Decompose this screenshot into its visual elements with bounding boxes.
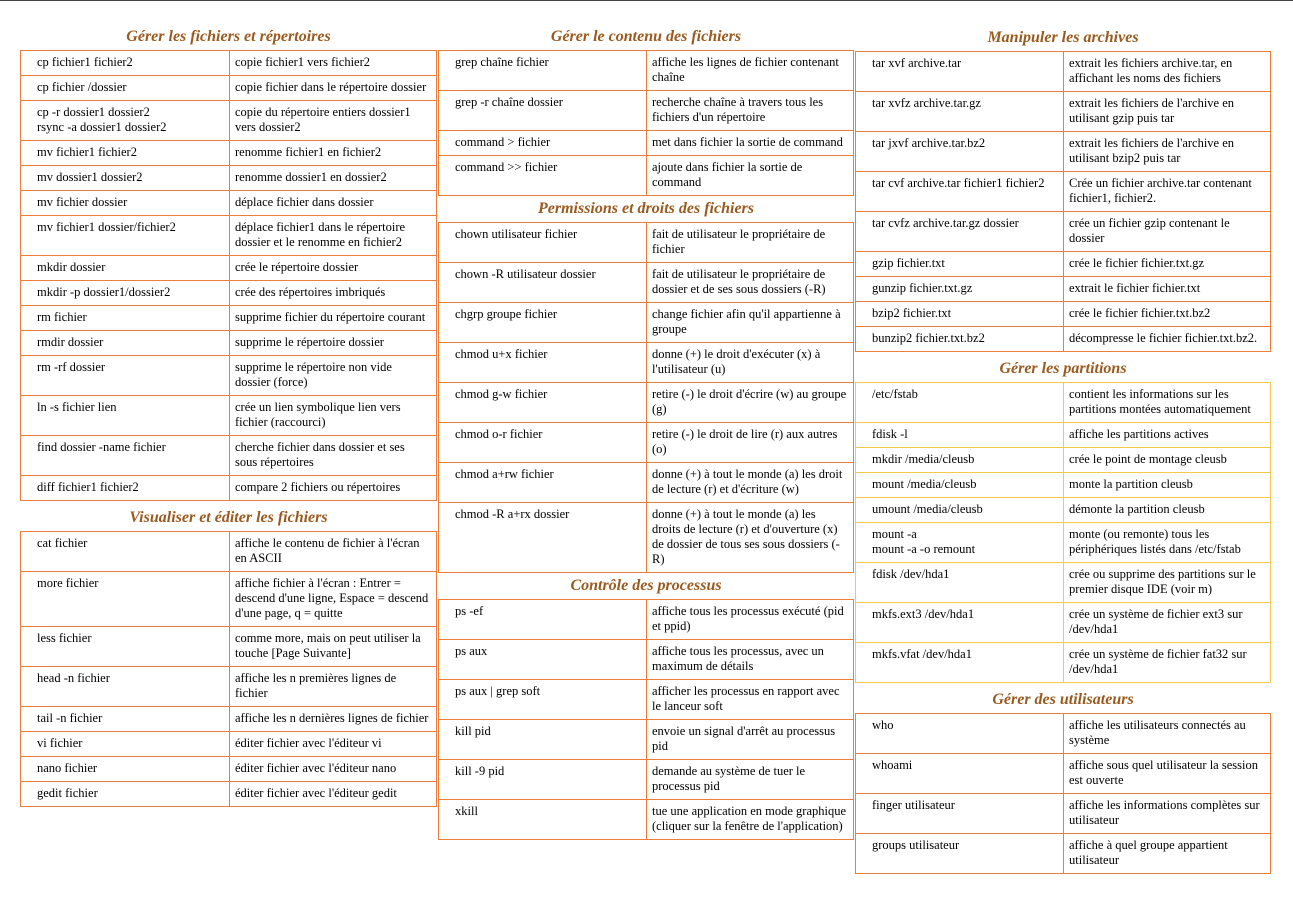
- table-row: [21, 667, 437, 707]
- command-cell: [21, 51, 230, 76]
- description-cell: éditer fichier avec l'éditeur nano: [230, 757, 437, 782]
- command-cell: [21, 707, 230, 732]
- description-cell: renomme dossier1 en dossier2: [230, 166, 437, 191]
- description-cell: change fichier afin qu'il appartienne à groupe: [647, 303, 854, 343]
- section-title-content: Gérer le contenu des fichiers: [550, 28, 742, 45]
- table-row: [856, 473, 1271, 498]
- command-cell: [856, 277, 1064, 302]
- command-cell: [439, 223, 647, 263]
- command-cell: [856, 523, 1064, 563]
- column-right: [855, 24, 1271, 874]
- table-row: [21, 356, 437, 396]
- command-cell: [439, 600, 647, 640]
- table-row: [439, 223, 854, 263]
- description-cell: crée le fichier fichier.txt.gz: [1064, 252, 1271, 277]
- description-cell: fait de utilisateur le propriétaire de dossier et de ses sous dossiers (-R): [647, 263, 854, 303]
- command-text: mv fichier1 fichier2: [37, 145, 137, 159]
- table-row: [439, 51, 854, 91]
- description-cell: retire (-) le droit d'écrire (w) au groupe (g): [647, 383, 854, 423]
- command-cell: [856, 563, 1064, 603]
- column-middle: [438, 24, 854, 840]
- table-row: [21, 572, 437, 627]
- command-cell: [439, 503, 647, 573]
- command-cell: [21, 281, 230, 306]
- command-text: mount -a: [872, 527, 917, 541]
- description-cell: déplace fichier dans dossier: [230, 191, 437, 216]
- command-cell: [21, 532, 230, 572]
- table-row: [439, 303, 854, 343]
- command-text: /etc/fstab: [872, 387, 918, 401]
- table-view: [20, 531, 437, 807]
- table-row: [856, 603, 1271, 643]
- command-cell: [856, 327, 1064, 352]
- command-cell: [21, 757, 230, 782]
- command-text: tail -n fichier: [37, 711, 103, 725]
- description-cell: affiche les n dernières lignes de fichier: [230, 707, 437, 732]
- command-text: grep chaîne fichier: [455, 55, 549, 69]
- command-cell: [439, 720, 647, 760]
- command-text: cp fichier /dossier: [37, 80, 127, 94]
- table-row: [856, 277, 1271, 302]
- description-cell: supprime le répertoire dossier: [230, 331, 437, 356]
- description-cell: éditer fichier avec l'éditeur vi: [230, 732, 437, 757]
- command-cell: [21, 191, 230, 216]
- command-text: chmod -R a+rx dossier: [455, 507, 570, 521]
- command-text: more fichier: [37, 576, 99, 590]
- table-row: [856, 172, 1271, 212]
- table-row: [21, 306, 437, 331]
- command-text: cp fichier1 fichier2: [37, 55, 133, 69]
- description-cell: affiche les informations complètes sur utilisateur: [1064, 794, 1271, 834]
- command-text: ps aux: [455, 644, 488, 658]
- command-cell: [21, 782, 230, 807]
- description-cell: extrait le fichier fichier.txt: [1064, 277, 1271, 302]
- table-row: [439, 680, 854, 720]
- table-row: [856, 523, 1271, 563]
- table-row: [21, 101, 437, 141]
- table-row: [856, 714, 1271, 754]
- command-cell: [21, 76, 230, 101]
- description-cell: affiche les lignes de fichier contenant chaîne: [647, 51, 854, 91]
- description-cell: déplace fichier1 dans le répertoire dossier et le renomme en fichier2: [230, 216, 437, 256]
- command-text: command > fichier: [455, 135, 551, 149]
- table-row: [21, 707, 437, 732]
- description-cell: fait de utilisateur le propriétaire de fichier: [647, 223, 854, 263]
- command-text-alt: mount -a -o remount: [872, 542, 976, 556]
- description-cell: demande au système de tuer le processus pid: [647, 760, 854, 800]
- command-text: chmod u+x fichier: [455, 347, 548, 361]
- command-cell: [856, 754, 1064, 794]
- table-users: [855, 713, 1271, 874]
- table-row: [856, 327, 1271, 352]
- description-cell: affiche tous les processus exécuté (pid et ppid): [647, 600, 854, 640]
- description-cell: crée des répertoires imbriqués: [230, 281, 437, 306]
- command-cell: [21, 356, 230, 396]
- description-cell: supprime le répertoire non vide dossier (force): [230, 356, 437, 396]
- command-cell: [856, 423, 1064, 448]
- command-text: mkdir dossier: [37, 260, 106, 274]
- description-cell: affiche le contenu de fichier à l'écran en ASCII: [230, 532, 437, 572]
- command-text: mount /media/cleusb: [872, 477, 977, 491]
- command-text: kill -9 pid: [455, 764, 505, 778]
- description-cell: crée le point de montage cleusb: [1064, 448, 1271, 473]
- command-text: whoami: [872, 758, 913, 772]
- description-cell: extrait les fichiers de l'archive en utilisant gzip puis tar: [1064, 92, 1271, 132]
- command-cell: [439, 156, 647, 196]
- table-row: [21, 532, 437, 572]
- command-text: head -n fichier: [37, 671, 110, 685]
- table-row: [21, 627, 437, 667]
- table-row: [439, 503, 854, 573]
- section-title-files: Gérer les fichiers et répertoires: [126, 28, 331, 45]
- command-text: mkfs.vfat /dev/hda1: [872, 647, 972, 661]
- command-text: cp -r dossier1 dossier2: [37, 105, 150, 119]
- command-text: command >> fichier: [455, 160, 558, 174]
- top-divider: [0, 0, 1293, 1]
- command-text: chown utilisateur fichier: [455, 227, 578, 241]
- section-title-users: Gérer des utilisateurs: [992, 691, 1134, 708]
- description-cell: démonte la partition cleusb: [1064, 498, 1271, 523]
- command-cell: [856, 172, 1064, 212]
- table-row: [856, 643, 1271, 683]
- command-cell: [21, 101, 230, 141]
- description-cell: affiche les partitions actives: [1064, 423, 1271, 448]
- description-cell: donne (+) à tout le monde (a) les droits de lecture (r) et d'ouverture (x) de dossier de tous ses sous dossiers (-R): [647, 503, 854, 573]
- description-cell: crée un système de fichier fat32 sur /dev/hda1: [1064, 643, 1271, 683]
- command-cell: [856, 448, 1064, 473]
- description-cell: monte la partition cleusb: [1064, 473, 1271, 498]
- command-cell: [856, 252, 1064, 277]
- command-cell: [856, 383, 1064, 423]
- description-cell: retire (-) le droit de lire (r) aux autres (o): [647, 423, 854, 463]
- command-text: chmod o-r fichier: [455, 427, 543, 441]
- table-row: [856, 92, 1271, 132]
- table-row: [21, 216, 437, 256]
- command-text: tar xvf archive.tar: [872, 56, 962, 70]
- command-text: rm fichier: [37, 310, 87, 324]
- command-cell: [856, 643, 1064, 683]
- description-cell: crée le répertoire dossier: [230, 256, 437, 281]
- command-cell: [439, 383, 647, 423]
- description-cell: crée un système de fichier ext3 sur /dev/hda1: [1064, 603, 1271, 643]
- table-row: [21, 757, 437, 782]
- command-cell: [856, 473, 1064, 498]
- description-cell: compare 2 fichiers ou répertoires: [230, 476, 437, 501]
- command-cell: [21, 166, 230, 191]
- command-text: kill pid: [455, 724, 491, 738]
- command-text: gunzip fichier.txt.gz: [872, 281, 973, 295]
- command-text: bunzip2 fichier.txt.bz2: [872, 331, 985, 345]
- command-cell: [21, 476, 230, 501]
- command-cell: [439, 91, 647, 131]
- command-cell: [439, 343, 647, 383]
- table-row: [21, 141, 437, 166]
- command-cell: [21, 436, 230, 476]
- description-cell: crée un fichier gzip contenant le dossier: [1064, 212, 1271, 252]
- table-row: [439, 383, 854, 423]
- description-cell: renomme fichier1 en fichier2: [230, 141, 437, 166]
- command-cell: [439, 423, 647, 463]
- command-cell: [856, 714, 1064, 754]
- description-cell: copie fichier dans le répertoire dossier: [230, 76, 437, 101]
- table-row: [856, 448, 1271, 473]
- command-text: rm -rf dossier: [37, 360, 106, 374]
- description-cell: extrait les fichiers de l'archive en utilisant bzip2 puis tar: [1064, 132, 1271, 172]
- description-cell: extrait les fichiers archive.tar, en affichant les noms des fichiers: [1064, 52, 1271, 92]
- description-cell: donne (+) à tout le monde (a) les droit de lecture (r) et d'écriture (w): [647, 463, 854, 503]
- table-row: [21, 331, 437, 356]
- command-cell: [439, 263, 647, 303]
- command-text: vi fichier: [37, 736, 83, 750]
- command-cell: [21, 331, 230, 356]
- command-text: chmod a+rw fichier: [455, 467, 554, 481]
- command-cell: [21, 396, 230, 436]
- table-row: [856, 252, 1271, 277]
- section-title-archives: Manipuler les archives: [987, 29, 1139, 46]
- command-cell: [856, 212, 1064, 252]
- command-cell: [21, 306, 230, 331]
- table-row: [856, 52, 1271, 92]
- command-text: grep -r chaîne dossier: [455, 95, 563, 109]
- command-text: fdisk -l: [872, 427, 908, 441]
- table-row: [21, 256, 437, 281]
- table-row: [21, 782, 437, 807]
- section-title-perms: Permissions et droits des fichiers: [537, 200, 754, 217]
- description-cell: affiche sous quel utilisateur la session est ouverte: [1064, 754, 1271, 794]
- table-row: [21, 436, 437, 476]
- table-row: [21, 732, 437, 757]
- command-cell: [439, 463, 647, 503]
- section-title-partitions: Gérer les partitions: [999, 360, 1127, 377]
- description-cell: recherche chaîne à travers tous les fichiers d'un répertoire: [647, 91, 854, 131]
- table-archives: [855, 51, 1271, 352]
- column-left: [20, 24, 437, 807]
- command-text: xkill: [455, 804, 478, 818]
- command-cell: [439, 303, 647, 343]
- command-text: tar cvf archive.tar fichier1 fichier2: [872, 176, 1045, 190]
- command-text: tar xvfz archive.tar.gz: [872, 96, 981, 110]
- table-row: [21, 191, 437, 216]
- description-cell: supprime fichier du répertoire courant: [230, 306, 437, 331]
- table-row: [439, 760, 854, 800]
- table-row: [856, 754, 1271, 794]
- description-cell: affiche fichier à l'écran : Entrer = descend d'une ligne, Espace = descend d'une page, q = quitte: [230, 572, 437, 627]
- command-text: cat fichier: [37, 536, 88, 550]
- table-row: [856, 498, 1271, 523]
- description-cell: affiche les utilisateurs connectés au système: [1064, 714, 1271, 754]
- description-cell: monte (ou remonte) tous les périphériques listés dans /etc/fstab: [1064, 523, 1271, 563]
- command-text: mv dossier1 dossier2: [37, 170, 143, 184]
- command-cell: [21, 256, 230, 281]
- command-text: less fichier: [37, 631, 92, 645]
- table-row: [439, 463, 854, 503]
- table-row: [856, 423, 1271, 448]
- command-cell: [856, 92, 1064, 132]
- description-cell: envoie un signal d'arrêt au processus pid: [647, 720, 854, 760]
- description-cell: affiche à quel groupe appartient utilisateur: [1064, 834, 1271, 874]
- description-cell: copie fichier1 vers fichier2: [230, 51, 437, 76]
- table-row: [856, 212, 1271, 252]
- table-row: [856, 834, 1271, 874]
- command-cell: [439, 800, 647, 840]
- command-cell: [439, 640, 647, 680]
- description-cell: copie du répertoire entiers dossier1 vers dossier2: [230, 101, 437, 141]
- table-row: [439, 91, 854, 131]
- command-text: ln -s fichier lien: [37, 400, 117, 414]
- command-text: nano fichier: [37, 761, 98, 775]
- table-row: [856, 302, 1271, 327]
- description-cell: met dans fichier la sortie de command: [647, 131, 854, 156]
- command-cell: [439, 680, 647, 720]
- command-cell: [439, 51, 647, 91]
- command-text: tar cvfz archive.tar.gz dossier: [872, 216, 1019, 230]
- command-text: chown -R utilisateur dossier: [455, 267, 596, 281]
- command-text: mkfs.ext3 /dev/hda1: [872, 607, 975, 621]
- command-text: rmdir dossier: [37, 335, 104, 349]
- command-text: finger utilisateur: [872, 798, 955, 812]
- description-cell: ajoute dans fichier la sortie de command: [647, 156, 854, 196]
- table-row: [856, 563, 1271, 603]
- command-cell: [856, 302, 1064, 327]
- command-cell: [21, 141, 230, 166]
- table-row: [856, 794, 1271, 834]
- table-row: [439, 423, 854, 463]
- command-text: mv fichier1 dossier/fichier2: [37, 220, 176, 234]
- description-cell: décompresse le fichier fichier.txt.bz2.: [1064, 327, 1271, 352]
- command-text: gedit fichier: [37, 786, 98, 800]
- description-cell: tue une application en mode graphique (cliquer sur la fenêtre de l'application): [647, 800, 854, 840]
- table-procs: [438, 599, 854, 840]
- description-cell: crée un lien symbolique lien vers fichier (raccourci): [230, 396, 437, 436]
- command-text: mv fichier dossier: [37, 195, 128, 209]
- command-text: fdisk /dev/hda1: [872, 567, 950, 581]
- table-row: [21, 281, 437, 306]
- table-row: [439, 600, 854, 640]
- command-text: chmod g-w fichier: [455, 387, 548, 401]
- table-row: [439, 640, 854, 680]
- description-cell: affiche tous les processus, avec un maximum de détails: [647, 640, 854, 680]
- command-cell: [439, 131, 647, 156]
- command-text: ps aux | grep soft: [455, 684, 541, 698]
- description-cell: cherche fichier dans dossier et ses sous répertoires: [230, 436, 437, 476]
- command-cell: [856, 498, 1064, 523]
- command-cell: [856, 834, 1064, 874]
- description-cell: afficher les processus en rapport avec le lanceur soft: [647, 680, 854, 720]
- command-text: gzip fichier.txt: [872, 256, 945, 270]
- command-text: tar jxvf archive.tar.bz2: [872, 136, 986, 150]
- table-row: [21, 166, 437, 191]
- command-text: who: [872, 718, 894, 732]
- command-cell: [21, 667, 230, 707]
- command-text: mkdir /media/cleusb: [872, 452, 975, 466]
- command-text-alt: rsync -a dossier1 dossier2: [37, 120, 167, 134]
- command-cell: [439, 760, 647, 800]
- table-files: [20, 50, 437, 501]
- description-cell: affiche les n premières lignes de fichier: [230, 667, 437, 707]
- section-title-procs: Contrôle des processus: [570, 577, 722, 594]
- command-text: diff fichier1 fichier2: [37, 480, 139, 494]
- command-text: groups utilisateur: [872, 838, 960, 852]
- table-row: [439, 800, 854, 840]
- description-cell: crée le fichier fichier.txt.bz2: [1064, 302, 1271, 327]
- table-row: [856, 383, 1271, 423]
- description-cell: donne (+) le droit d'exécuter (x) à l'utilisateur (u): [647, 343, 854, 383]
- command-text: mkdir -p dossier1/dossier2: [37, 285, 171, 299]
- section-title-view: Visualiser et éditer les fichiers: [129, 509, 328, 526]
- command-cell: [21, 572, 230, 627]
- command-cell: [21, 216, 230, 256]
- table-row: [439, 343, 854, 383]
- table-row: [439, 156, 854, 196]
- table-row: [21, 76, 437, 101]
- table-row: [21, 476, 437, 501]
- table-partitions: [855, 382, 1271, 683]
- command-cell: [21, 732, 230, 757]
- table-row: [21, 396, 437, 436]
- description-cell: éditer fichier avec l'éditeur gedit: [230, 782, 437, 807]
- description-cell: comme more, mais on peut utiliser la touche [Page Suivante]: [230, 627, 437, 667]
- table-perms: [438, 222, 854, 573]
- command-cell: [856, 52, 1064, 92]
- table-row: [439, 263, 854, 303]
- command-text: find dossier -name fichier: [37, 440, 166, 454]
- description-cell: contient les informations sur les partitions montées automatiquement: [1064, 383, 1271, 423]
- table-row: [856, 132, 1271, 172]
- table-row: [21, 51, 437, 76]
- command-cell: [856, 603, 1064, 643]
- description-cell: Crée un fichier archive.tar contenant fichier1, fichier2.: [1064, 172, 1271, 212]
- command-cell: [21, 627, 230, 667]
- table-row: [439, 720, 854, 760]
- table-content: [438, 50, 854, 196]
- command-cell: [856, 132, 1064, 172]
- command-text: umount /media/cleusb: [872, 502, 983, 516]
- command-text: bzip2 fichier.txt: [872, 306, 952, 320]
- command-cell: [856, 794, 1064, 834]
- table-row: [439, 131, 854, 156]
- command-text: ps -ef: [455, 604, 484, 618]
- description-cell: crée ou supprime des partitions sur le premier disque IDE (voir m): [1064, 563, 1271, 603]
- command-text: chgrp groupe fichier: [455, 307, 558, 321]
